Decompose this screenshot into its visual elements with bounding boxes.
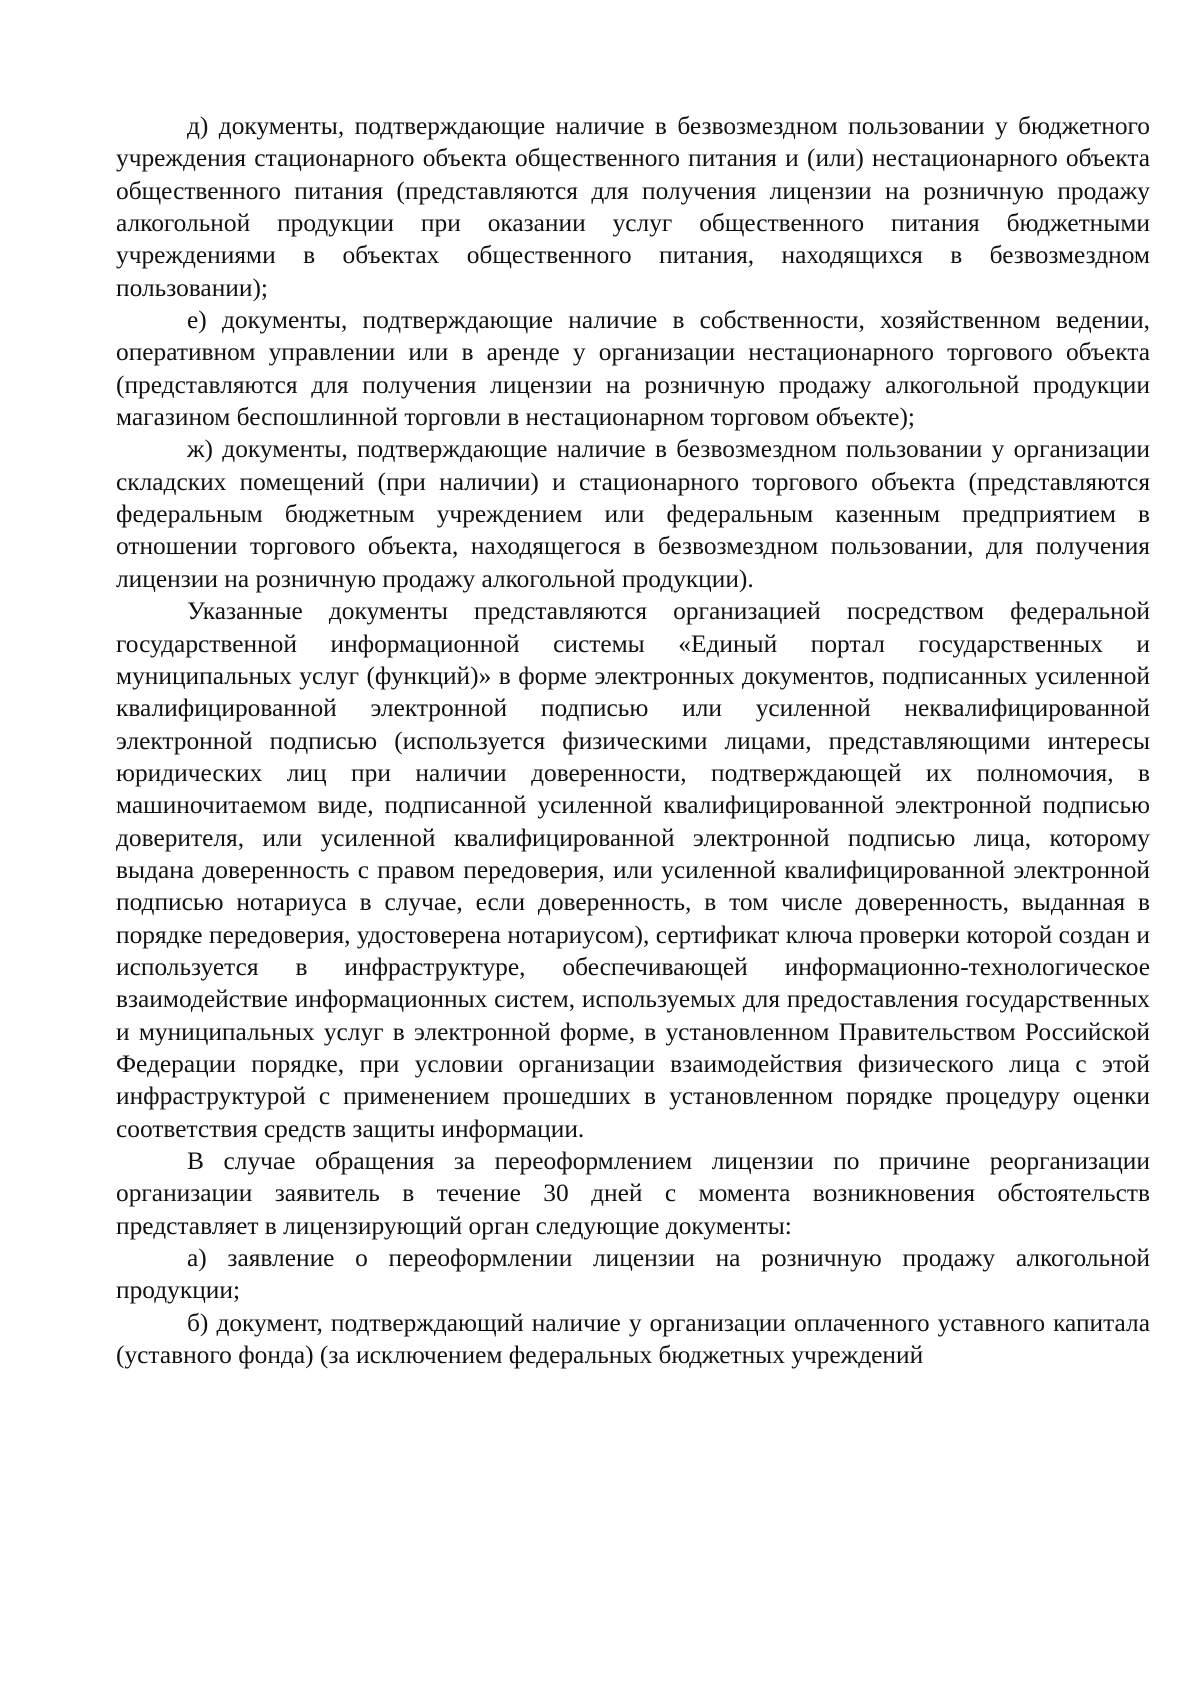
paragraph-item-d: д) документы, подтверждающие наличие в безвозмездном пользовании у бюджетного учреждения стационарного объекта общественного питания и (или) нестационарного объекта общественного питания (представляются для получения лицензии на розничную продажу алкогольной продукции при оказании услуг общественного питания бюджетными учреждениями в объектах общественного питания, находящихся в безвозмездном пользовании);	[116, 112, 1150, 302]
paragraph-item-a: а) заявление о переоформлении лицензии на розничную продажу алкогольной продукции;	[116, 1244, 1150, 1305]
paragraph-reorganization: В случае обращения за переоформлением лицензии по причине реорганизации организации заявитель в течение 30 дней с момента возникновения обстоятельств представляет в лицензирующий орган следующие документы:	[116, 1147, 1150, 1240]
paragraph-item-zh: ж) документы, подтверждающие наличие в безвозмездном пользовании у организации складских помещений (при наличии) и стационарного торгового объекта (представляются федеральным бюджетным учреждением или федеральным казенным предприятием в отношении торгового объекта, находящегося в безвозмездном пользовании, для получения лицензии на розничную продажу алкогольной продукции).	[116, 435, 1150, 593]
paragraph-item-e: е) документы, подтверждающие наличие в собственности, хозяйственном ведении, оперативном управлении или в аренде у организации нестационарного торгового объекта (представляются для получения лицензии на розничную продажу алкогольной продукции магазином беспошлинной торговли в нестационарном торговом объекте);	[116, 306, 1150, 432]
document-page	[116, 110, 1150, 1371]
paragraph-item-b: б) документ, подтверждающий наличие у организации оплаченного уставного капитала (уставного фонда) (за исключением федеральных бюджетных учреждений	[116, 1308, 1150, 1370]
paragraph-submission-method: Указанные документы представляются организацией посредством федеральной государственной информационной системы «Единый портал государственных и муниципальных услуг (функций)» в форме электронных документов, подписанных усиленной квалифицированной электронной подписью или усиленной неквалифицированной электронной подписью (используется физическими лицами, представляющими интересы юридических лиц при наличии доверенности, подтверждающей их полномочия, в машиночитаемом виде, подписанной усиленной квалифицированной электронной подписью доверителя, или усиленной квалифицированной электронной подписью лица, которому выдана доверенность с правом передоверия, или усиленной квалифицированной электронной подписью нотариуса в случае, если доверенность, в том числе доверенность, выданная в порядке передоверия, удостоверена нотариусом), сертификат ключа проверки которой создан и используется в инфраструктуре, обеспечивающей информационно-технологическое взаимодействие информационных систем, используемых для предоставления государственных и муниципальных услуг в электронной форме, в установленном Правительством Российской Федерации порядке, при условии организации взаимодействия физического лица с этой инфраструктурой с применением прошедших в установленном порядке процедуру оценки соответствия средств защиты информации.	[116, 597, 1150, 1143]
